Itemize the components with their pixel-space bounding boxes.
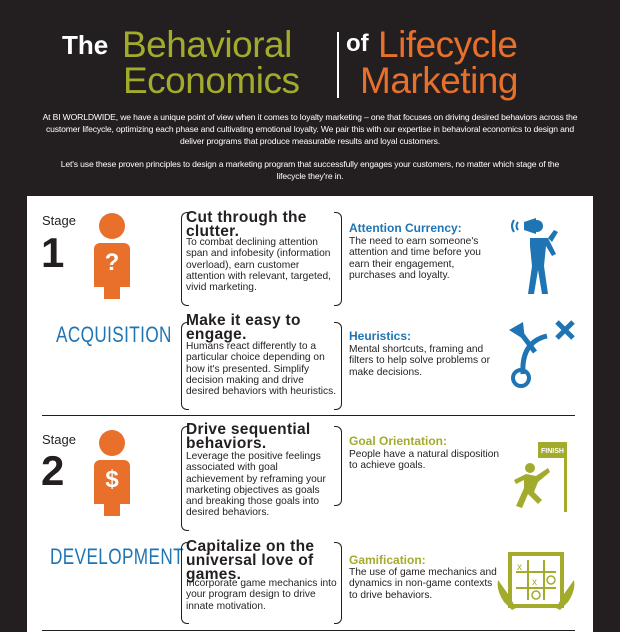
- concept-heading: Heuristics:: [349, 329, 412, 343]
- left-brace: [181, 542, 189, 624]
- right-brace: [334, 212, 342, 306]
- stage-divider: [42, 415, 575, 416]
- stage-1-name: ACQUISITION: [56, 322, 172, 347]
- right-brace: [334, 426, 342, 506]
- left-brace: [181, 426, 189, 531]
- principle-text: Leverage the positive feelings associated with goal achievement by reframing your marketing objectives as goals and breaking those goals into desired behaviors.: [186, 451, 326, 519]
- title-of: of: [346, 30, 369, 57]
- concept-text: The need to earn someone's attention and time before you earn their engagement, purchases and loyalty.: [349, 236, 481, 281]
- stage-1-symbol: ?: [104, 249, 120, 276]
- concept-heading: Attention Currency:: [349, 221, 462, 235]
- concept-text: The use of game mechanics and dynamics in non-game contexts to drive behaviors.: [349, 567, 497, 601]
- left-brace: [181, 212, 189, 306]
- stage-1-label: Stage: [42, 213, 76, 228]
- stage-2-name: DEVELOPMENT: [50, 544, 184, 569]
- principle-text: Humans react differently to a particular choice depending on how it's presented. Simplify decision making and drive desired behaviors with heuristics.: [186, 341, 337, 398]
- right-brace: [334, 322, 342, 410]
- intro-paragraph-2: Let's use these proven principles to design a marketing program that successfully engages your customers, no matter which stage of the lifecycle they're in.: [60, 159, 560, 181]
- left-brace: [181, 322, 189, 410]
- stage-2-symbol: $: [105, 466, 119, 493]
- title-marketing: Marketing: [360, 60, 518, 101]
- runner-finish-icon: [508, 438, 572, 514]
- play-diagram-icon: [505, 318, 577, 390]
- principle-heading: Cut through the clutter.: [186, 209, 307, 240]
- stage-divider: [42, 630, 575, 631]
- principle-heading: Drive sequential behaviors.: [186, 421, 311, 452]
- principle-heading: Capitalize on the universal love of games.: [186, 538, 315, 583]
- megaphone-person-icon: [510, 214, 570, 298]
- stage-2-label: Stage: [42, 432, 76, 447]
- right-brace: [334, 542, 342, 624]
- concept-heading: Gamification:: [349, 553, 426, 567]
- page-title: [0, 24, 620, 102]
- title-economics: Economics: [123, 60, 300, 101]
- principle-text: To combat declining attention span and infobesity (information overload), earn customer attention with relevant, targeted, vivid marketing.: [186, 237, 331, 294]
- title-the: The: [62, 30, 109, 60]
- title-behavioral: Behavioral: [122, 24, 292, 65]
- svg-text:x: x: [532, 577, 537, 588]
- concept-text: Mental shortcuts, framing and filters to help solve problems or make decisions.: [349, 344, 490, 378]
- title-lifecycle: Lifecycle: [378, 24, 518, 65]
- finish-flag-text: FINISH: [541, 448, 564, 455]
- principle-heading: Make it easy to engage.: [186, 312, 301, 343]
- concept-heading: Goal Orientation:: [349, 434, 448, 448]
- intro-paragraph: At BI WORLDWIDE, we have a unique point of view when it comes to loyalty marketing – one that focuses on driving desired behaviors across the customer lifecycle, optimizing each phase and cultivating emotional loyalty. We pair this with our expertise in behavioral economics to design and deliver programs that produce measurable results and loyal customers.: [42, 112, 578, 146]
- title-divider: [337, 32, 339, 98]
- concept-text: People have a natural disposition to achieve goals.: [349, 449, 500, 472]
- svg-text:x: x: [517, 562, 522, 573]
- tic-tac-toe-tablet-icon: [496, 550, 576, 614]
- stage-1-number: 1: [41, 229, 65, 276]
- stage-2-number: 2: [41, 447, 65, 494]
- principle-text: Incorporate game mechanics into your program design to drive innate motivation.: [186, 578, 337, 612]
